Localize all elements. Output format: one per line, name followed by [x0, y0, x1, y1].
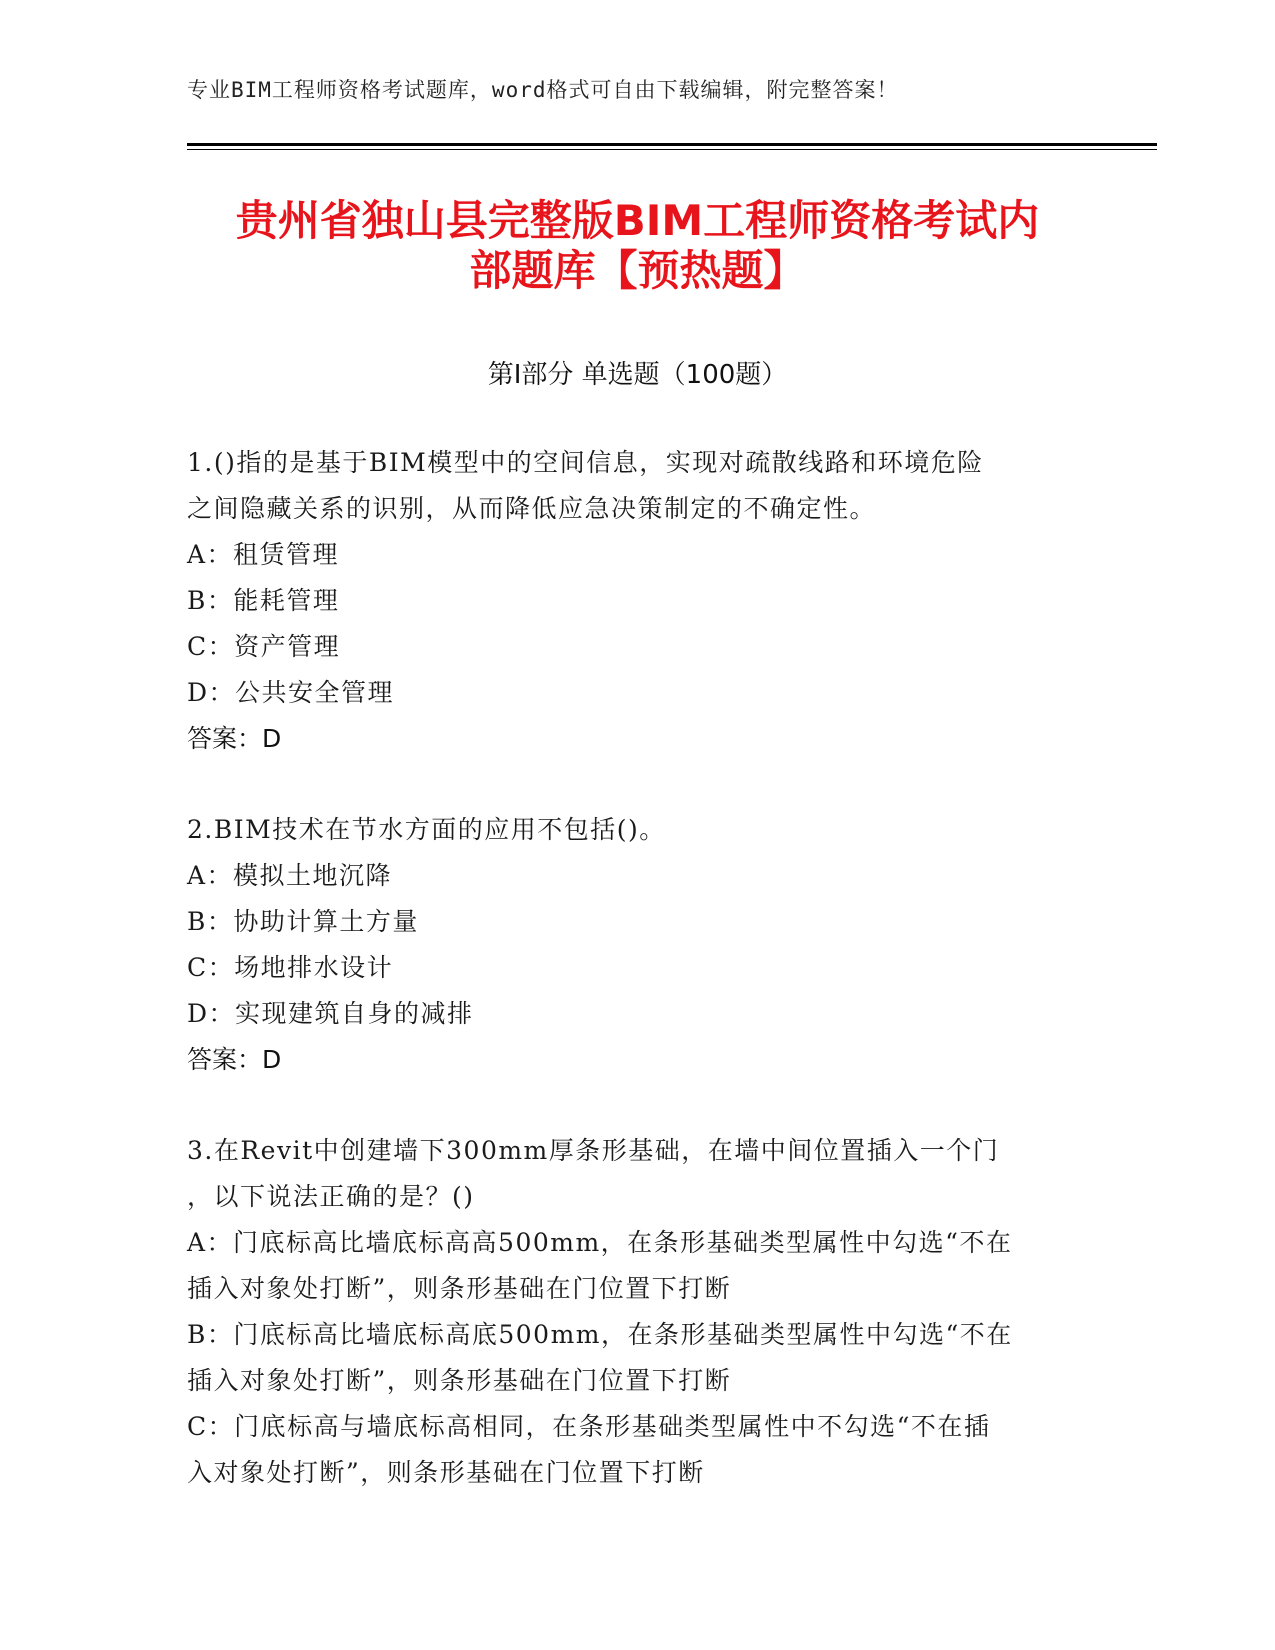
option-b: B：门底标高比墙底标高底500mm，在条形基础类型属性中勾选“不在: [187, 1320, 1013, 1349]
question-3: [187, 1128, 1087, 1496]
option-b: B：能耗管理: [187, 586, 340, 615]
option-a: A：门底标高比墙底标高高500mm，在条形基础类型属性中勾选“不在: [187, 1228, 1013, 1257]
option-c: C：资产管理: [187, 632, 341, 661]
question-stem-line: ，以下说法正确的是？(): [187, 1182, 475, 1211]
question-stem-line: 之间隐藏关系的识别，从而降低应急决策制定的不确定性。: [187, 494, 877, 523]
option-a-continued: 插入对象处打断”，则条形基础在门位置下打断: [187, 1274, 732, 1303]
question-stem-line: 2.BIM技术在节水方面的应用不包括()。: [187, 815, 666, 844]
title-line-2: 部题库【预热题】: [469, 246, 806, 295]
header-note: 专业BIM工程师资格考试题库，word格式可自由下载编辑，附完整答案！: [187, 78, 899, 102]
header-divider-thin: [187, 149, 1157, 150]
option-b-continued: 插入对象处打断”，则条形基础在门位置下打断: [187, 1366, 732, 1395]
header-divider-thick: [187, 143, 1157, 146]
question-1: [187, 440, 1087, 762]
option-d: D：实现建筑自身的减排: [187, 999, 474, 1028]
title-line-1: 贵州省独山县完整版BIM工程师资格考试内: [235, 196, 1040, 245]
question-stem-line: 1.()指的是基于BIM模型中的空间信息，实现对疏散线路和环境危险: [187, 448, 984, 477]
option-c: C：门底标高与墙底标高相同，在条形基础类型属性中不勾选“不在插: [187, 1412, 991, 1441]
option-d: D：公共安全管理: [187, 678, 395, 707]
document-title: [170, 196, 1105, 296]
option-c: C：场地排水设计: [187, 953, 394, 982]
answer-line: 答案：D: [187, 724, 282, 753]
question-list: [187, 440, 1087, 1541]
answer-line: 答案：D: [187, 1045, 282, 1074]
question-stem-line: 3.在Revit中创建墙下300mm厚条形基础，在墙中间位置插入一个门: [187, 1136, 1000, 1165]
option-a: A：租赁管理: [187, 540, 340, 569]
section-heading: 第Ⅰ部分 单选题（100题）: [487, 360, 788, 390]
option-c-continued: 入对象处打断”，则条形基础在门位置下打断: [187, 1458, 705, 1487]
question-2: [187, 807, 1087, 1083]
option-a: A：模拟土地沉降: [187, 861, 393, 890]
option-b: B：协助计算土方量: [187, 907, 419, 936]
